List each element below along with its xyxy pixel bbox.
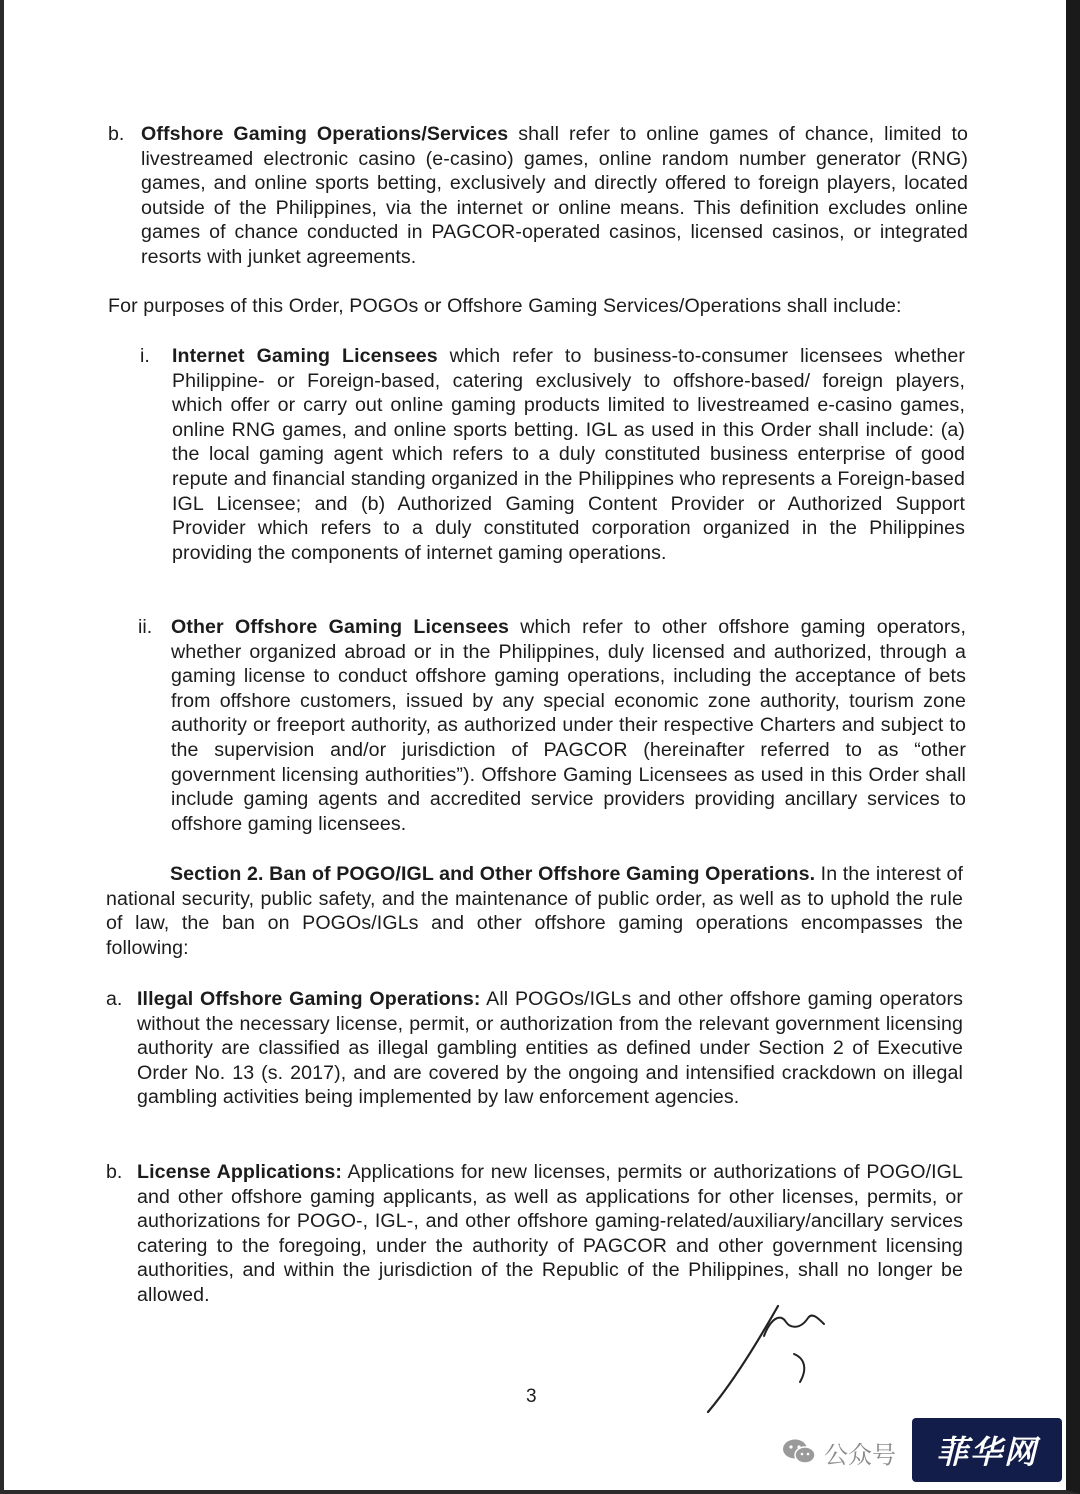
para-illegal-operations [137, 987, 963, 1110]
signature-initials [700, 1290, 840, 1420]
section-2-heading: Section 2. Ban of POGO/IGL and Other Offshore Gaming Operations. [170, 863, 816, 885]
wechat-icon [782, 1438, 816, 1466]
list-marker-a: a. [106, 988, 123, 1010]
term-other-offshore-licensees: Other Offshore Gaming Licensees [171, 616, 510, 638]
list-marker-b: b. [108, 123, 125, 145]
para-text: Applications for new licenses, permits or authorizations of POGO/IGL and other offshore gaming applicants, as well as applications for other licenses, permits, or authorizations for POGO-, IGL-, and other offshore gaming-related/auxiliary/ancillary services catering to the foregoing, under the authority of PAGCOR and other government licensing authorities, and within the jurisdiction of the Republic of the Philippines, shall no longer be allowed. [137, 1161, 963, 1306]
watermark-text: 公众号 [824, 1441, 896, 1469]
purposes-intro: For purposes of this Order, POGOs or Offshore Gaming Services/Operations shall include: [108, 295, 902, 317]
para-license-applications [137, 1160, 963, 1308]
term-license-applications: License Applications: [137, 1161, 342, 1183]
site-logo-badge: 菲华网 [912, 1418, 1062, 1482]
item-text: which refer to other offshore gaming operators, whether organized abroad or in the Philippines, duly licensed and authorized, through a gaming license to conduct offshore gaming operations, including the acceptance of bets from offshore customers, issued by any special economic zone authority, tourism zone authority or freeport authority, as authorized under their respective Charters and subject to the supervision and/or jurisdiction of PAGCOR (hereinafter referred to as “other government licensing authorities”). Offshore Gaming Licensees as used in this Order shall include gaming agents and accredited service providers providing ancillary services to offshore gaming licensees. [171, 616, 966, 835]
para-text: All POGOs/IGLs and other offshore gaming operators without the necessary license, permit, or authorization from the relevant government licensing authority are classified as illegal gambling entities as defined under Section 2 of Executive Order No. 13 (s. 2017), and are covered by the ongoing and intensified crackdown on illegal gambling activities being implemented by law enforcement agencies. [137, 988, 963, 1109]
list-marker-i: i. [140, 345, 150, 367]
section-2-paragraph [106, 862, 963, 960]
item-other-offshore-licensees [171, 615, 966, 836]
definition-offshore-gaming [141, 122, 968, 270]
term-illegal-operations: Illegal Offshore Gaming Operations: [137, 988, 481, 1010]
term-offshore-gaming: Offshore Gaming Operations/Services [141, 123, 509, 145]
item-internet-gaming-licensees [172, 344, 965, 565]
item-text: which refer to business-to-consumer licensees whether Philippine- or Foreign-based, catering exclusively to offshore-based/ foreign players, which offer or carry out online gaming products limited to livestreamed e-casino games, online RNG games, and online sports betting. IGL as used in this Order shall include: (a) the local gaming agent which refers to a duly constituted business enterprise of good repute and financial standing organized in the Philippines who represents a Foreign-based IGL Licensee; and (b) Authorized Gaming Content Provider or Authorized Support Provider which refers to a duly constituted corporation organized in the Philippines providing the components of internet gaming operations. [172, 345, 966, 564]
wechat-watermark [782, 1434, 896, 1470]
section-2-text: In the interest of national security, public safety, and the maintenance of public order, as well as to uphold the rule of law, the ban on POGOs/IGLs and other offshore gaming operations encompasses the following: [106, 863, 963, 959]
page-number: 3 [526, 1386, 537, 1407]
term-internet-gaming-licensees: Internet Gaming Licensees [172, 345, 438, 367]
definition-text: shall refer to online games of chance, limited to livestreamed electronic casino (e-casino) games, online random number generator (RNG) games, and online sports betting, exclusively and directly offered to foreign players, located outside of the Philippines, via the internet or online means. This definition excludes online games of chance conducted in PAGCOR-operated casinos, licensed casinos, or integrated resorts with junket agreements. [141, 123, 968, 268]
list-marker-ii: ii. [138, 616, 153, 638]
list-marker-b2: b. [106, 1161, 123, 1183]
